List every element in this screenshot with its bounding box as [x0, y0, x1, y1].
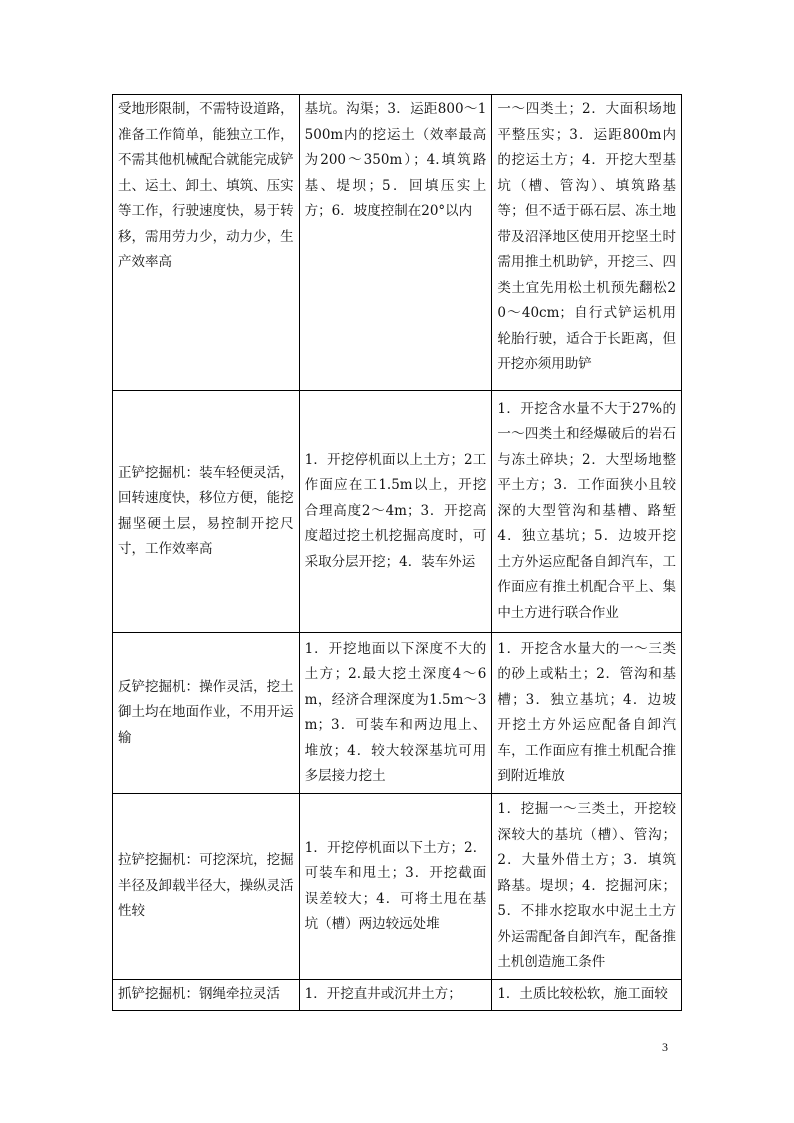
table-cell: 1．开挖停机面以下土方；2．可装车和甩土；3．开挖截面误差较大；4．可将土甩在基坑（槽）两边较远处堆	[299, 794, 492, 980]
table-cell: 抓铲挖掘机：钢绳牵拉灵活	[113, 980, 300, 1011]
table-cell: 基坑。沟渠；3．运距800～1500m内的挖运土（效率最高为200～350m）；4.填筑路基、堤坝；5．回填压实上方；6．坡度控制在20°以内	[299, 95, 492, 391]
table-row	[113, 391, 682, 633]
table-cell: 1．开挖停机面以上土方；2工作面应在工1.5m以上，开挖合理高度2～4m；3．开挖高度超过挖土机挖掘高度时，可采取分层开挖；4．装车外运	[299, 391, 492, 633]
table-cell: 一～四类土；2．大面积场地平整压实；3．运距800m内的挖运土方；4．开挖大型基坑（槽、管沟）、填筑路基等；但不适于砾石层、冻土地带及沼泽地区使用开挖坚土时需用推土机助铲，开挖三、四类土宜先用松土机预先翻松20～40cm；自行式铲运机用轮胎行驶，适合于长距离，但开挖亦须用助铲	[492, 95, 682, 391]
table-row	[113, 95, 682, 391]
table-cell: 1．开挖地面以下深度不大的土方；2.最大挖土深度4～6m，经济合理深度为1.5m～3m；3．可装车和两边甩上、堆放；4．较大较深基坑可用多层接力挖土	[299, 633, 492, 794]
table-cell: 拉铲挖掘机：可挖深坑，挖掘半径及卸载半径大，操纵灵活性较	[113, 794, 300, 980]
excavation-machinery-table	[112, 94, 682, 1011]
table-row	[113, 633, 682, 794]
table-cell: 1．开挖含水量大的一～三类的砂上或粘土；2．管沟和基槽；3．独立基坑；4．边坡开挖土方外运应配备自卸汽车，工作面应有推土机配合推到附近堆放	[492, 633, 682, 794]
table-cell: 1．开挖直井或沉井土方；	[299, 980, 492, 1011]
table-cell: 受地形限制，不需特设道路，准备工作简单，能独立工作，不需其他机械配合就能完成铲土、运土、卸土、填筑、压实等工作，行驶速度快，易于转移，需用劳力少，动力少，生产效率高	[113, 95, 300, 391]
table-cell: 反铲挖掘机：操作灵活，挖土御土均在地面作业，不用开运输	[113, 633, 300, 794]
page-number: 3	[662, 1040, 668, 1054]
table-row	[113, 794, 682, 980]
table-cell: 1．开挖含水量不大于27%的一～四类土和经爆破后的岩石与冻土碎块；2．大型场地整平土方；3．工作面狭小且较深的大型管沟和基槽、路堑4．独立基坑；5．边坡开挖土方外运应配备自卸汽车，工作面应有推土机配合平上、集中土方进行联合作业	[492, 391, 682, 633]
table-cell: 正铲挖掘机：装车轻便灵活，回转速度快，移位方便，能挖掘坚硬土层，易控制开挖尺寸，工作效率高	[113, 391, 300, 633]
table-row	[113, 980, 682, 1011]
table-cell: 1．挖掘一～三类土，开挖较深较大的基坑（槽）、管沟；2．大量外借土方；3．填筑路基。堤坝；4．挖掘河床；5．不排水挖取水中泥土土方外运需配备自卸汽车，配备推土机创造施工条件	[492, 794, 682, 980]
table-cell: 1．土质比较松软，施工面较	[492, 980, 682, 1011]
